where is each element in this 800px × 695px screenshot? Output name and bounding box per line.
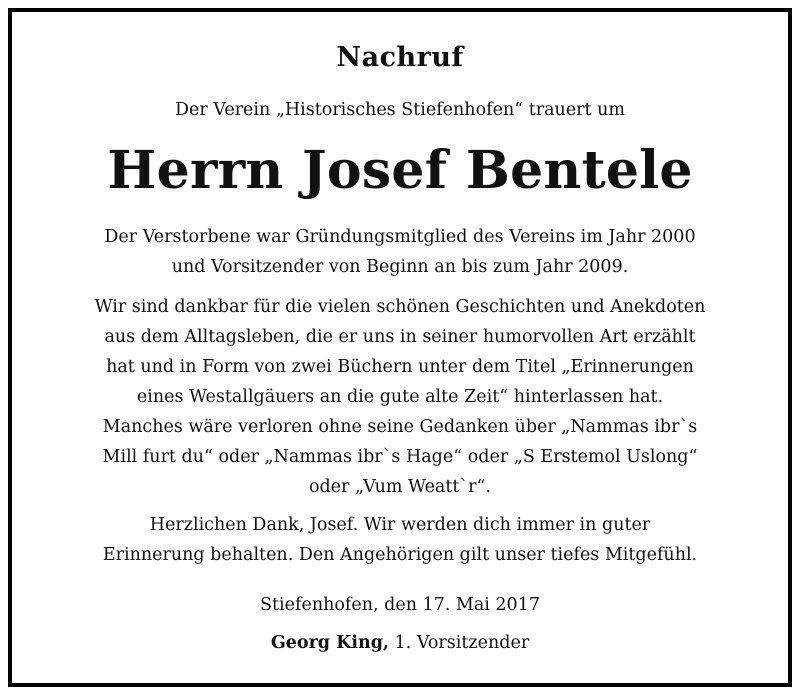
text-line: aus dem Alltagsleben, die er uns in seiner humorvollen Art erzählt <box>104 327 696 347</box>
signature <box>0 633 800 653</box>
text-line: Der Verstorbene war Gründungsmitglied des Vereins im Jahr 2000 <box>104 227 696 247</box>
text-line: Mill furt du“ oder „Nammas ibr`s Hage“ oder „S Erstemol Uslong“ <box>102 447 698 467</box>
text-line: und Vorsitzender von Beginn an bis zum Jahr 2009. <box>171 257 629 277</box>
paragraph-thanks <box>0 510 800 570</box>
text-line: hat und in Form von zwei Büchern unter dem Titel „Erinnerungen <box>106 357 694 377</box>
text-line: Manches wäre verloren ohne seine Gedanken über „Nammas ibr`s <box>102 417 698 437</box>
paragraph-membership <box>0 222 800 282</box>
text-line: Erinnerung behalten. Den Angehörigen gilt unser tiefes Mitgefühl. <box>102 545 698 565</box>
paragraph-gratitude <box>0 292 800 502</box>
text-line: eines Westallgäuers an die gute alte Zeit“ hinterlassen hat. <box>136 387 664 407</box>
date-line: Stiefenhofen, den 17. Mai 2017 <box>260 595 540 615</box>
deceased-name: Herrn Josef Bentele <box>107 140 693 201</box>
text-line: Wir sind dankbar für die vielen schönen Geschichten und Anekdoten <box>94 297 706 317</box>
text-line: oder „Vum Weatt`r“. <box>308 477 492 497</box>
signature-role: 1. Vorsitzender <box>394 633 530 653</box>
intro-line: Der Verein „Historisches Stiefenhofen“ trauert um <box>174 100 626 120</box>
obituary-title: Nachruf <box>336 42 464 73</box>
text-line: Herzlichen Dank, Josef. Wir werden dich immer in guter <box>149 515 651 535</box>
signature-name: Georg King, <box>270 633 390 653</box>
